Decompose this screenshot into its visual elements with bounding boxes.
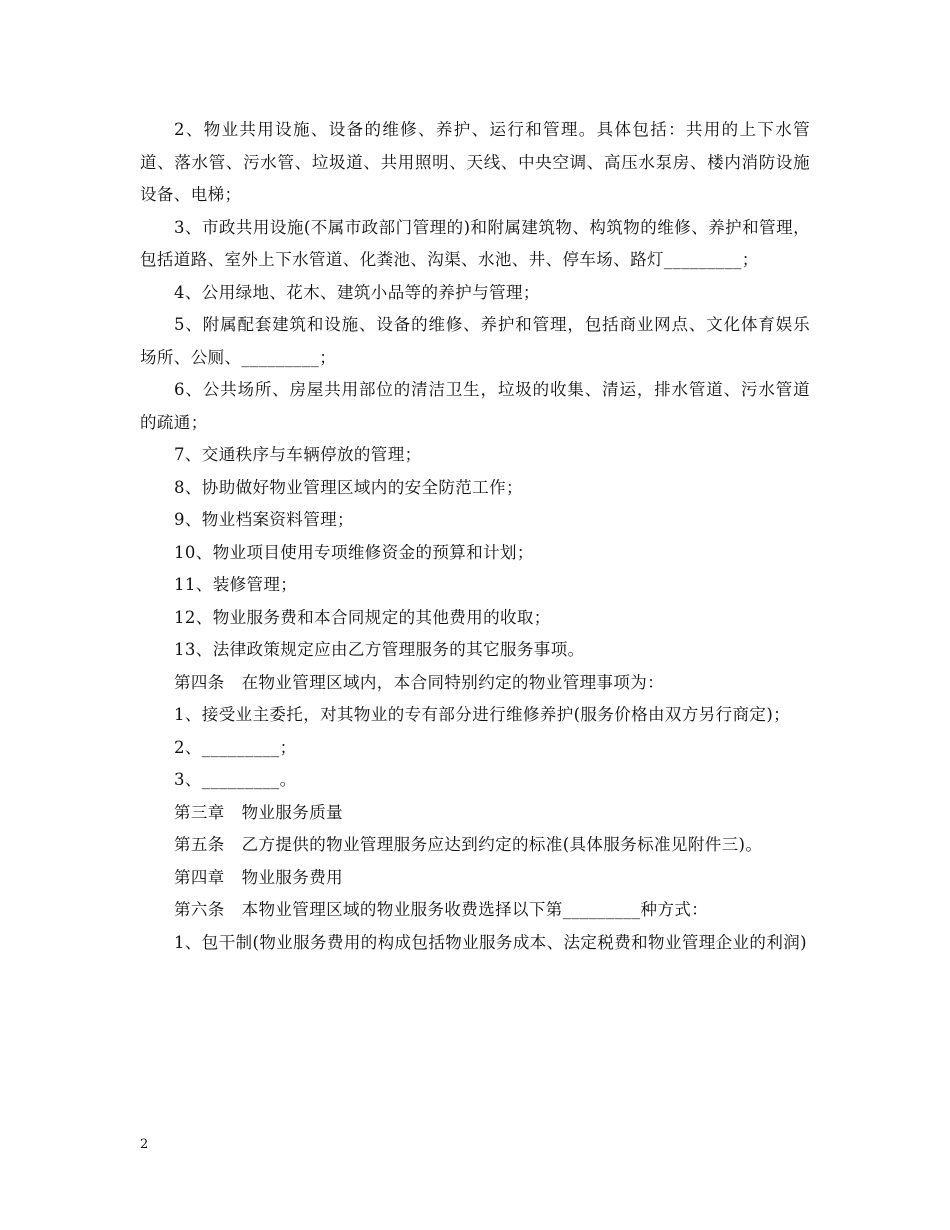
paragraph: 1、包干制(物业服务费用的构成包括物业服务成本、法定税费和物业管理企业的利润) [174,932,807,952]
paragraph: 8、协助做好物业管理区域内的安全防范工作； [174,477,523,497]
paragraph: 2、物业共用设施、设备的维修、养护、运行和管理。具体包括：共用的上下水管道、落水管、污水管、垃圾道、共用照明、天线、中央空调、高压水泵房、楼内消防设施设备、电梯； [140,120,810,204]
paragraph: 10、物业项目使用专项维修资金的预算和计划； [174,542,534,562]
paragraph: 11、装修管理； [174,575,298,594]
paragraph: 7、交通秩序与车辆停放的管理； [174,445,422,464]
article-heading: 第四条 在物业管理区域内，本合同特别约定的物业管理事项为： [174,672,665,692]
paragraph: 4、公用绿地、花木、建筑小品等的养护与管理； [174,282,540,302]
paragraph: 12、物业服务费和本合同规定的其他费用的收取； [174,607,551,627]
paragraph: 3、_________。 [174,770,297,789]
document-body [140,114,810,959]
paragraph: 5、附属配套建筑和设施、设备的维修、养护和管理，包括商业网点、文化体育娱乐场所、公厕、_________； [140,315,810,367]
paragraph: 6、公共场所、房屋共用部位的清洁卫生，垃圾的收集、清运，排水管道、污水管道的疏通； [140,380,810,432]
paragraph: 13、法律政策规定应由乙方管理服务的其它服务事项。 [174,640,585,659]
chapter-heading: 第三章 物业服务质量 [174,802,343,822]
paragraph: 3、市政共用设施(不属市政部门管理的)和附属建筑物、构筑物的维修、养护和管理，包括道路、室外上下水管道、化粪池、沟渠、水池、井、停车场、路灯_________； [140,217,810,269]
article-heading: 第五条 乙方提供的物业管理服务应达到约定的标准(具体服务标准见附件三)。 [174,835,763,854]
article-heading: 第六条 本物业管理区域的物业服务收费选择以下第_________种方式： [174,900,709,919]
paragraph: 1、接受业主委托，对其物业的专有部分进行维修养护(服务价格由双方另行商定)； [174,705,791,724]
paragraph: 2、_________； [174,737,297,757]
page-number: 2 [140,1137,149,1152]
paragraph: 9、物业档案资料管理； [174,510,354,529]
chapter-heading: 第四章 物业服务费用 [174,867,343,887]
